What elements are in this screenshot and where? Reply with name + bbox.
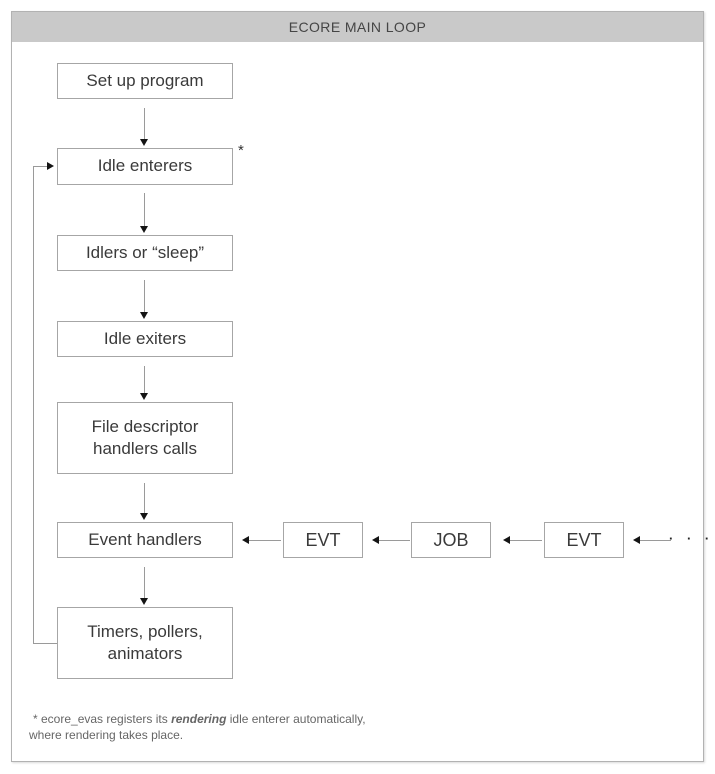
chain-node-label: EVT [566,529,602,550]
arrow-down-icon [144,483,145,513]
footnote-text: idle enterer automatically, [226,712,366,726]
flow-node-label: Timers, pollers, animators [87,621,203,663]
chain-node-evt [283,522,363,558]
flow-node-file-descriptor-handlers [57,402,233,474]
arrow-left-icon [510,540,542,541]
chain-ellipsis: · · · [669,531,715,546]
chain-node-evt [544,522,624,558]
arrow-left-icon [379,540,410,541]
arrow-down-icon [144,193,145,226]
arrow-down-icon [144,280,145,312]
flow-node-idle-exiters [57,321,233,357]
flow-node-event-handlers [57,522,233,558]
flow-node-label: Idle enterers [97,156,193,176]
flow-node-label: Event handlers [88,529,202,549]
flow-node-label: Idle exiters [103,328,187,348]
arrow-down-icon [144,567,145,598]
flow-node-set-up-program [57,63,233,99]
loop-back-arrow-icon [33,166,47,167]
chain-node-label: JOB [433,529,469,550]
arrow-down-icon [144,108,145,139]
arrow-left-icon [640,540,671,541]
footnote-line-1 [29,712,469,728]
diagram-title: ECORE MAIN LOOP [12,12,703,42]
flow-node-timers-pollers-animators [57,607,233,679]
footnote-text: * ecore_evas registers its [33,712,172,726]
chain-node-label: EVT [305,529,341,550]
loop-back-line [33,166,34,644]
arrow-down-icon [144,366,145,393]
flow-node-label: Idlers or “sleep” [85,242,205,262]
loop-back-line [33,643,57,644]
footnote-marker: * [238,142,244,159]
flow-node-label: File descriptor handlers calls [91,416,199,458]
flow-node-idle-enterers [57,148,233,185]
arrow-left-icon [249,540,281,541]
flow-node-idlers-or-sleep [57,235,233,271]
footnote [29,712,469,743]
flow-node-label: Set up program [86,70,204,90]
chain-node-job [411,522,491,558]
footnote-emphasis: rendering [171,712,227,726]
footnote-line-2: where rendering takes place. [29,727,184,742]
